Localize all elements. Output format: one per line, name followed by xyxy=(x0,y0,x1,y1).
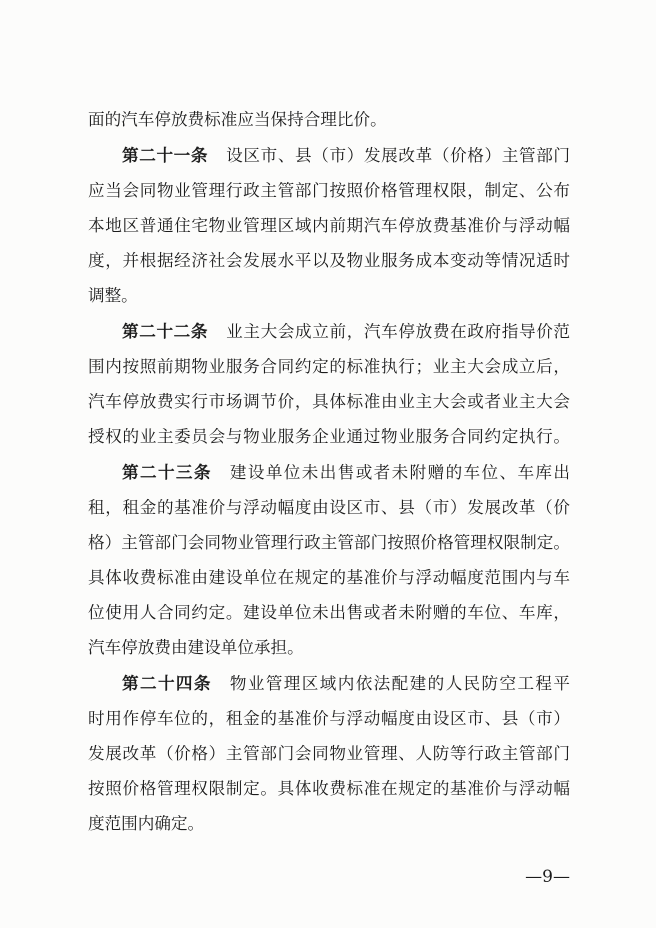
text-line: 本地区普通住宅物业管理区域内前期汽车停放费基准价与浮动幅 xyxy=(88,216,570,235)
body-text xyxy=(88,102,570,841)
article-first-line xyxy=(88,314,570,349)
text-line: 应当会同物业管理行政主管部门按照价格管理权限，制定、公布 xyxy=(88,181,570,200)
article-number: 第二十一条 xyxy=(122,145,209,165)
article-first-line xyxy=(88,455,570,490)
article-first-line xyxy=(88,666,570,701)
article-24 xyxy=(88,666,570,841)
text-segment: 业主大会成立前，汽车停放费在政府指导价范 xyxy=(226,322,570,341)
continuation-paragraph xyxy=(88,102,570,137)
text-line: 租，租金的基准价与浮动幅度由设区市、县（市）发展改革（价 xyxy=(88,498,570,517)
text-line: 汽车停放费实行市场调节价，具体标准由业主大会或者业主大会 xyxy=(88,392,570,411)
text-line: 授权的业主委员会与物业服务企业通过物业服务合同约定执行。 xyxy=(88,427,570,446)
article-23 xyxy=(88,455,570,665)
article-number: 第二十二条 xyxy=(122,321,209,341)
text-line: 格）主管部门会同物业管理行政主管部门按照价格管理权限制定。 xyxy=(88,533,570,552)
text-line: 围内按照前期物业服务合同约定的标准执行；业主大会成立后， xyxy=(88,357,570,376)
text-line: 发展改革（价格）主管部门会同物业管理、人防等行政主管部门 xyxy=(88,744,570,763)
text-line: 按照价格管理权限制定。具体收费标准在规定的基准价与浮动幅 xyxy=(88,779,570,798)
text-line: 时用作停车位的，租金的基准价与浮动幅度由设区市、县（市） xyxy=(88,709,570,728)
article-number: 第二十四条 xyxy=(122,673,212,693)
text-line: 具体收费标准由建设单位在规定的基准价与浮动幅度范围内与车 xyxy=(88,568,570,587)
article-22 xyxy=(88,314,570,454)
text-line: 面的汽车停放费标准应当保持合理比价。 xyxy=(88,110,387,129)
text-line: 汽车停放费由建设单位承担。 xyxy=(88,638,304,657)
text-line: 度范围内确定。 xyxy=(88,814,205,833)
article-first-line xyxy=(88,138,570,173)
text-segment: 物业管理区域内依法配建的人民防空工程平 xyxy=(229,674,570,693)
text-segment: 建设单位未出售或者未附赠的车位、车库出 xyxy=(229,463,570,482)
article-21 xyxy=(88,138,570,313)
article-number: 第二十三条 xyxy=(122,462,212,482)
page-number: —9— xyxy=(525,867,570,887)
text-line: 位使用人合同约定。建设单位未出售或者未附赠的车位、车库， xyxy=(88,603,570,622)
text-line: 调整。 xyxy=(88,286,138,305)
text-line: 度，并根据经济社会发展水平以及物业服务成本变动等情况适时 xyxy=(88,251,570,270)
text-segment: 设区市、县（市）发展改革（价格）主管部门 xyxy=(226,146,570,165)
